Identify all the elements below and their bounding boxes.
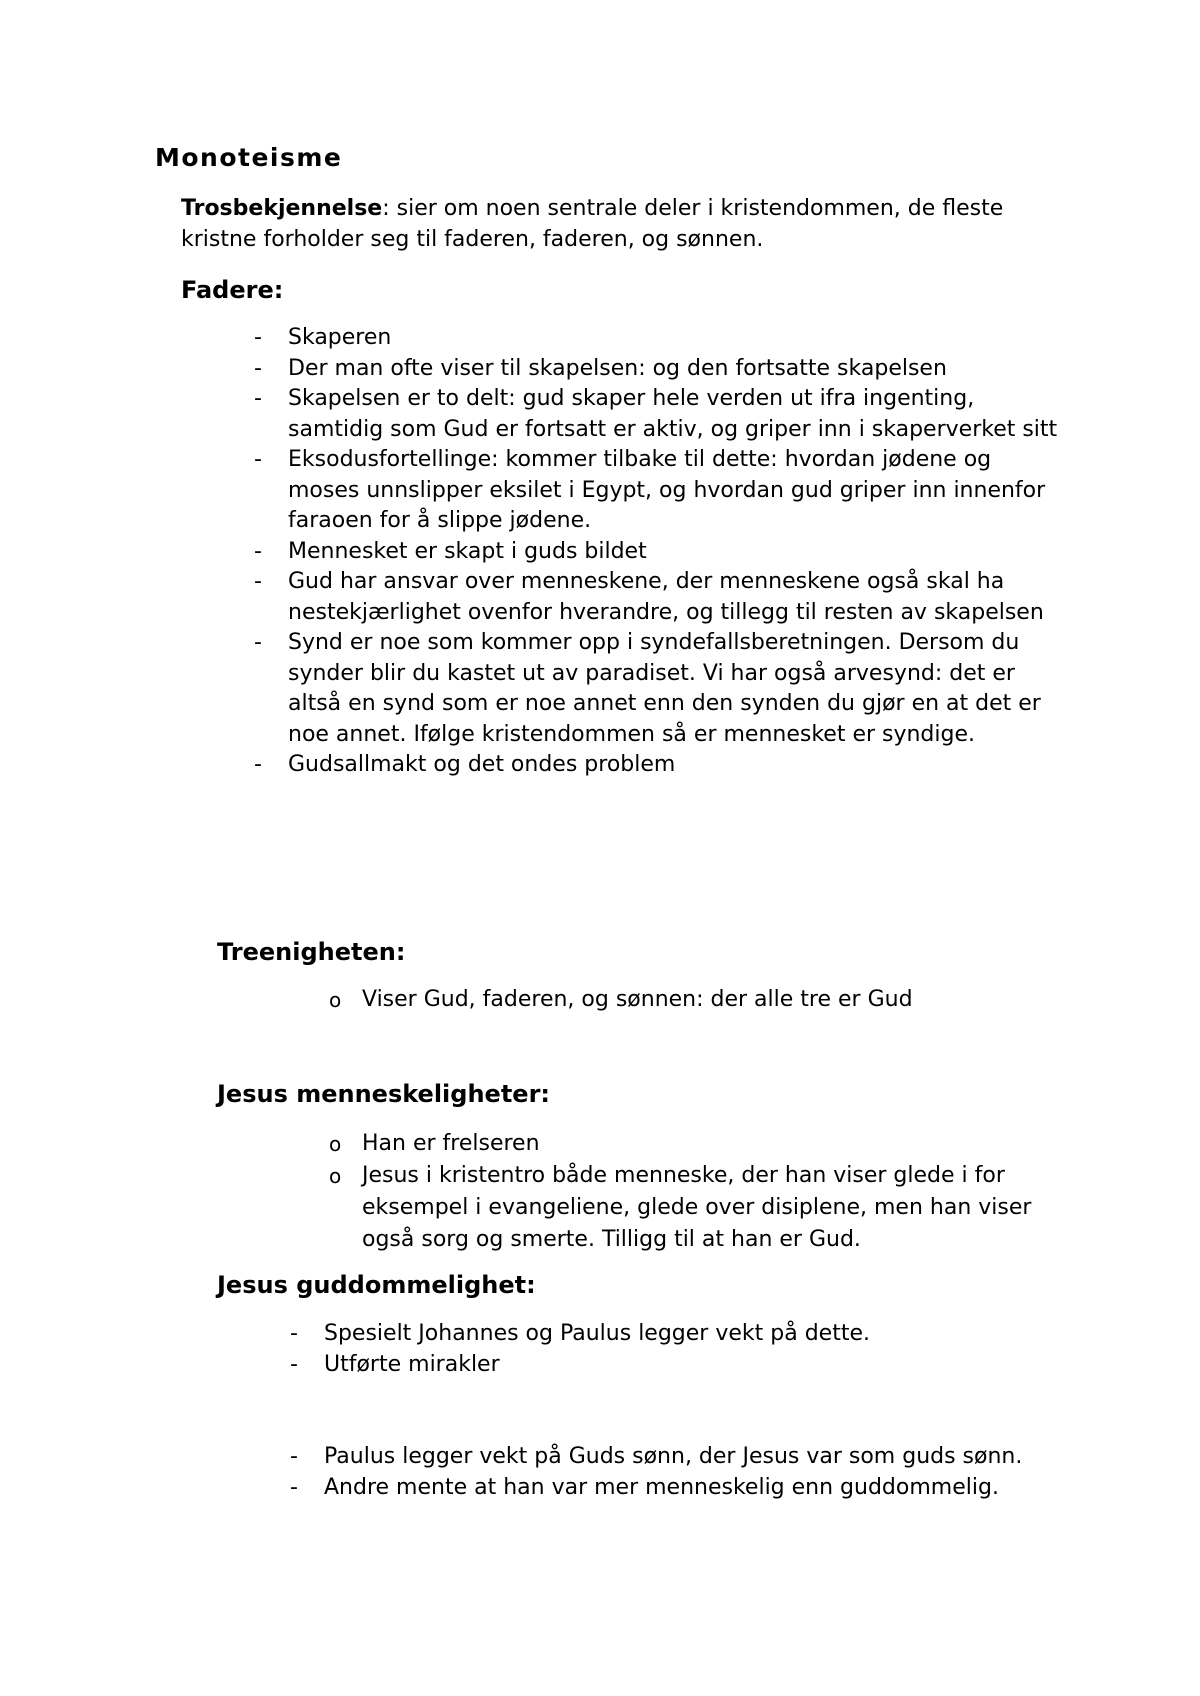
- treenigheten-list: [329, 985, 1082, 1016]
- intro-term: Trosbekjennelse: [181, 196, 383, 221]
- section-heading-fadere: Fadere:: [181, 276, 284, 304]
- list-item: - Skapelsen er to delt: gud skaper hele verden ut ifra ingenting, samtidig som Gud er fortsatt er aktiv, og griper inn i skaperverket sitt: [254, 386, 1058, 442]
- list-item: - Mennesket er skapt i guds bildet: [288, 537, 1068, 568]
- list-marker: -: [290, 1321, 298, 1346]
- list-item: o Jesus i kristentro både menneske, der han viser glede i for eksempel i evangeliene, glede over disiplene, men han viser også sorg og smerte. Tilligg til at han er Gud.: [362, 1160, 1062, 1256]
- list-item: - Skaperen: [288, 323, 1068, 354]
- list-marker: -: [254, 386, 262, 411]
- section-heading-jesus-menneskeligheter: Jesus menneskeligheter:: [217, 1080, 551, 1108]
- list-item: - Gud har ansvar over menneskene, der menneskene også skal ha nestekjærlighet ovenfor hverandre, og tillegg til resten av skapelsen: [254, 569, 1044, 625]
- intro-paragraph: [181, 193, 1061, 255]
- list-marker: -: [290, 1351, 298, 1377]
- list-item: - Eksodusfortellinge: kommer tilbake til dette: hvordan jødene og moses unnslipper eksilet i Egypt, og hvordan gud griper inn innenfor faraoen for å slippe jødene.: [254, 447, 1046, 533]
- list-marker: o: [329, 1132, 342, 1156]
- list-marker: -: [254, 355, 262, 381]
- jesus-guddommelighet-list: [290, 1319, 1064, 1503]
- list-marker: -: [290, 1444, 298, 1469]
- list-marker: -: [254, 538, 262, 564]
- list-item: - Synd er noe som kommer opp i syndefallsberetningen. Dersom du synder blir du kastet ut av paradiset. Vi har også arvesynd: det er altså en synd som er noe annet enn den synden du gjør en at det er noe annet. Ifølge kristendommen så er mennesket er syndige.: [254, 630, 1041, 747]
- list-item: o Han er frelseren: [362, 1128, 1062, 1160]
- list-marker: -: [254, 325, 262, 350]
- list-item: - Gudsallmakt og det ondes problem: [288, 750, 1068, 781]
- list-item: - Paulus legger vekt på Guds sønn, der Jesus var som guds sønn.: [324, 1442, 1064, 1473]
- list-item: - Andre mente at han var mer menneskelig enn guddommelig.: [324, 1473, 1064, 1504]
- document-title: Monoteisme: [155, 143, 343, 172]
- list-spacer: [324, 1380, 1064, 1442]
- jesus-menneskeligheter-list: [329, 1128, 1062, 1256]
- list-marker: -: [254, 630, 262, 655]
- list-item: o Viser Gud, faderen, og sønnen: der alle tre er Gud: [362, 985, 1082, 1016]
- fadere-list: [254, 323, 1068, 781]
- list-marker: o: [329, 1164, 342, 1188]
- list-item: - Spesielt Johannes og Paulus legger vekt på dette.: [324, 1319, 1064, 1350]
- intro-text: : sier om noen sentrale deler i kristendommen, de fleste kristne forholder seg til faderen, faderen, og sønnen.: [181, 196, 1004, 252]
- list-marker: -: [254, 447, 262, 472]
- list-marker: -: [254, 752, 262, 777]
- list-marker: -: [290, 1474, 298, 1500]
- list-marker: o: [329, 988, 342, 1012]
- list-item: - Der man ofte viser til skapelsen: og den fortsatte skapelsen: [288, 354, 1068, 385]
- list-marker: -: [254, 569, 262, 594]
- list-item: - Utførte mirakler: [324, 1350, 1064, 1381]
- section-heading-treenigheten: Treenigheten:: [217, 938, 406, 966]
- section-heading-jesus-guddommelighet: Jesus guddommelighet:: [217, 1271, 536, 1299]
